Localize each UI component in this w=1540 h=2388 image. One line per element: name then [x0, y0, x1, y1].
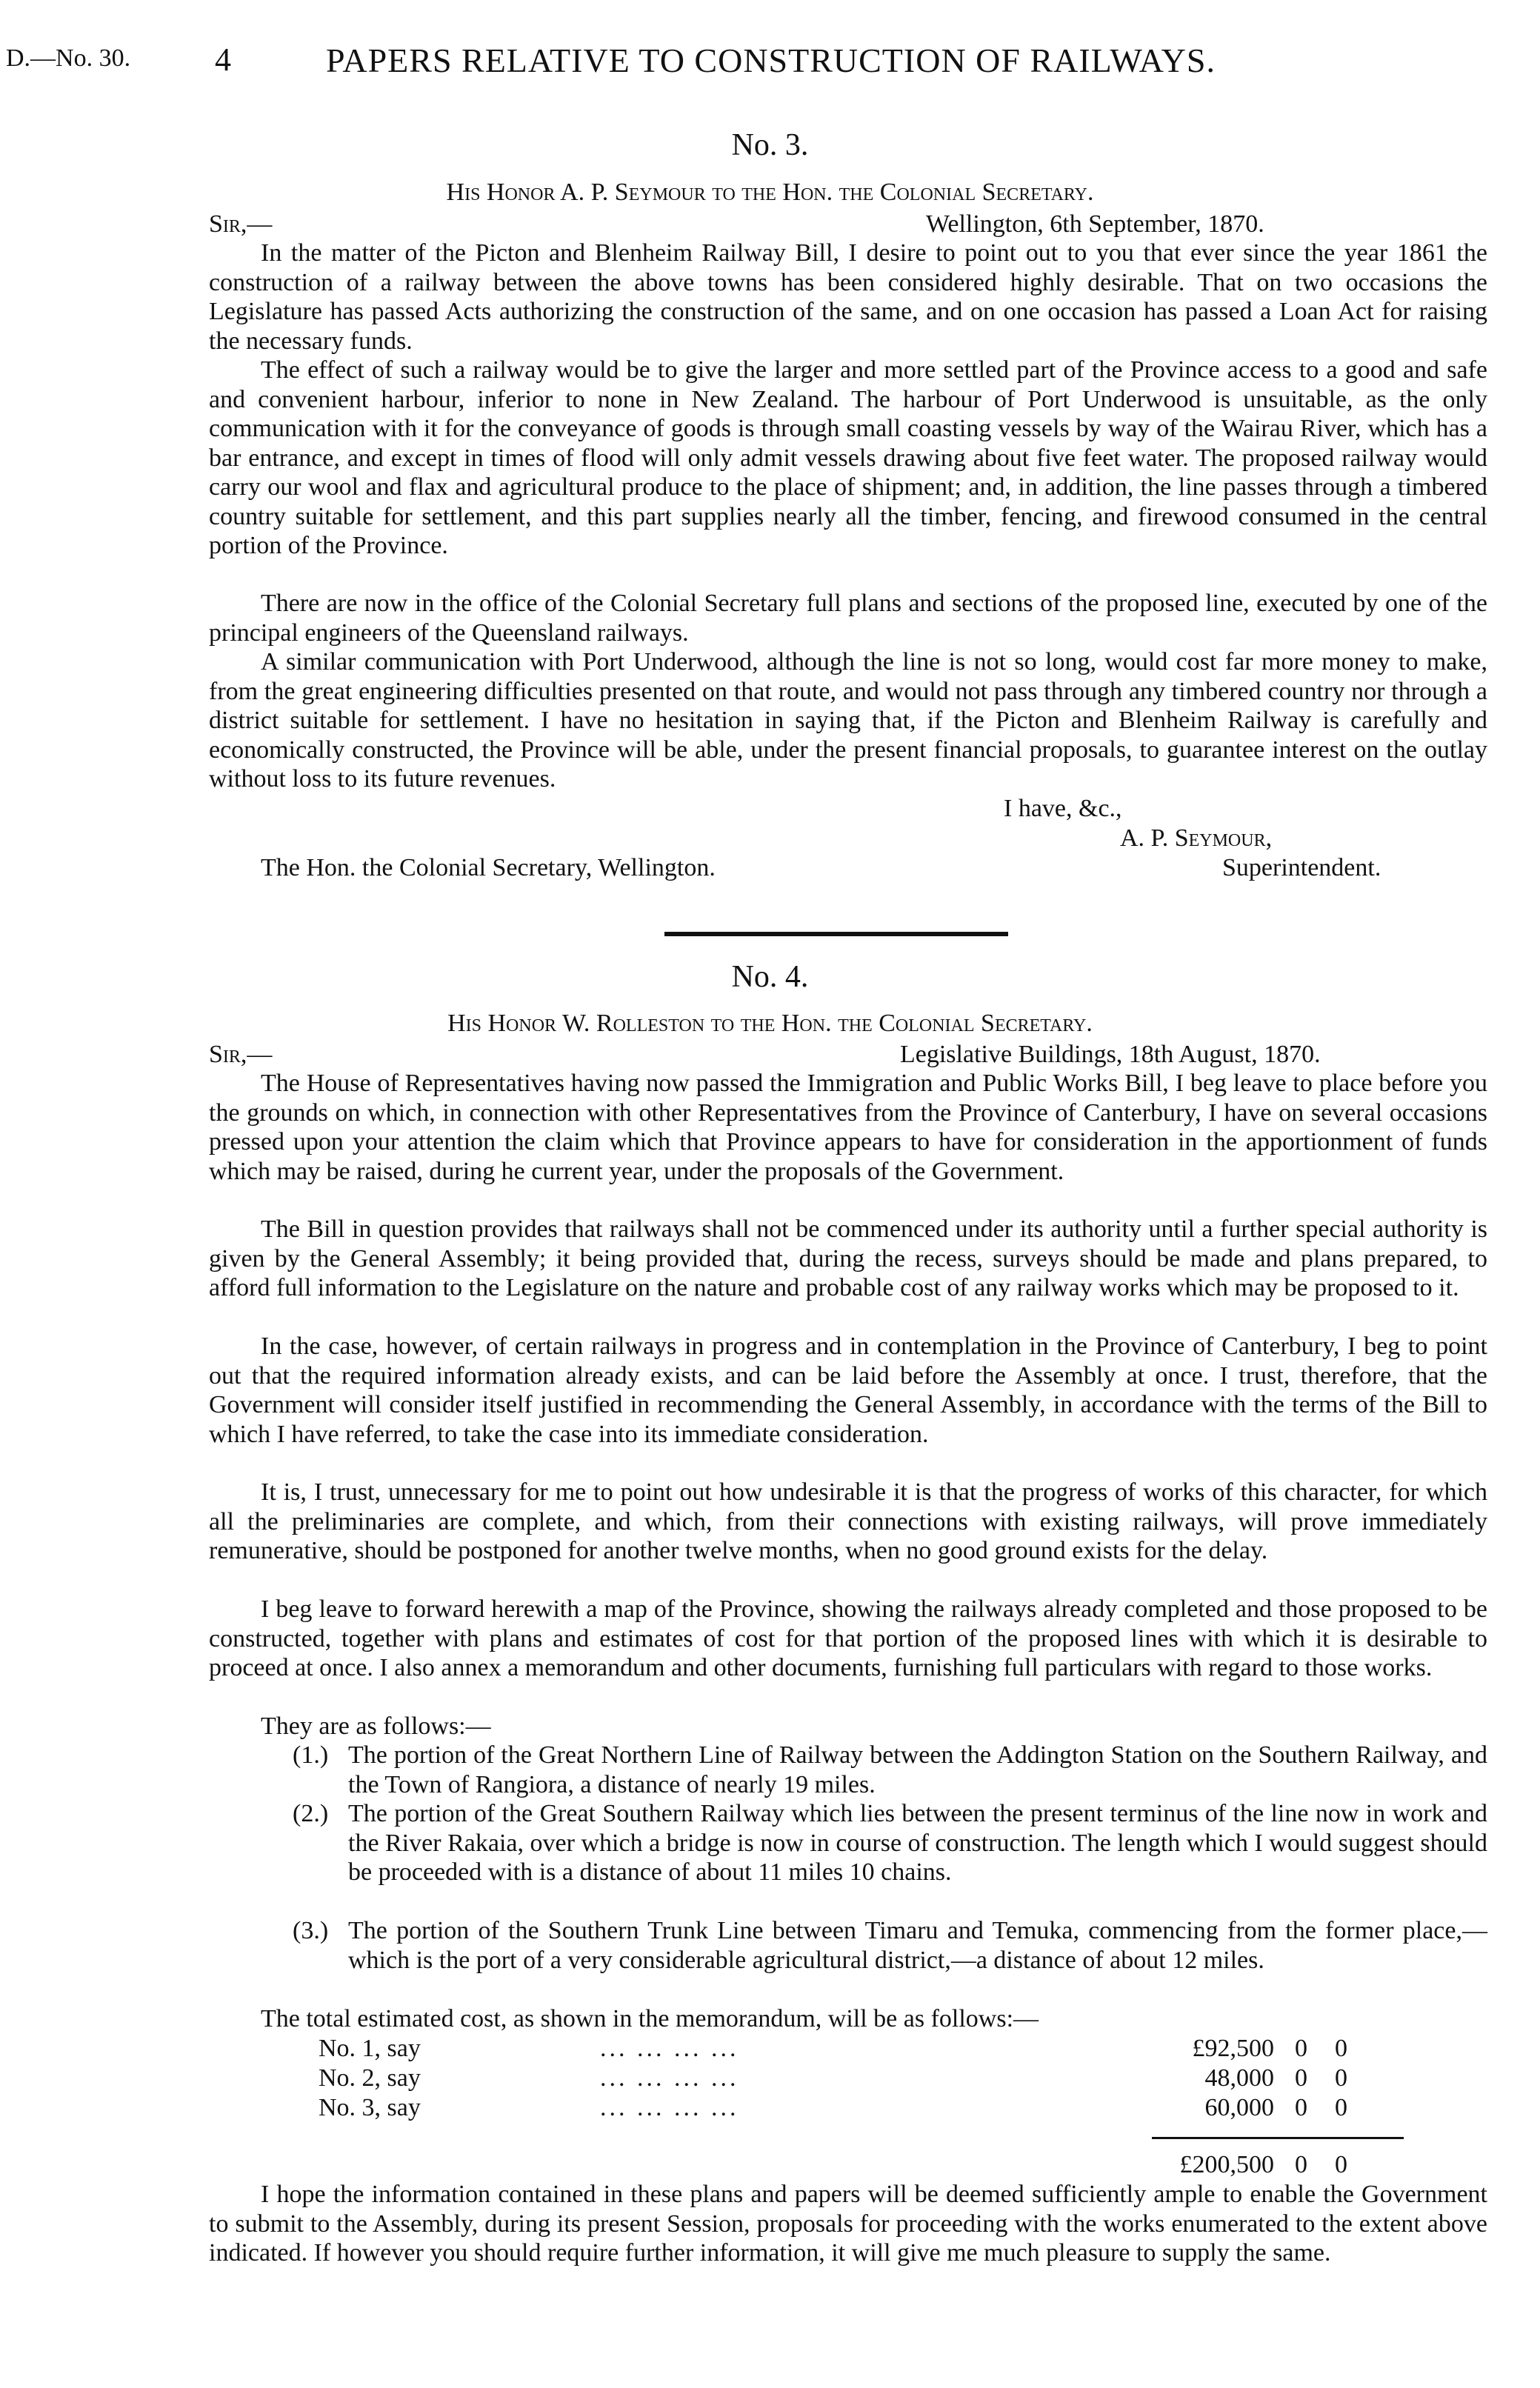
- cost-pence: 0: [1335, 2035, 1347, 2062]
- list-item-number: (1.): [293, 1741, 329, 1769]
- total-rule: [1152, 2137, 1404, 2139]
- leader-dots: ... ... ... ...: [600, 2035, 739, 2062]
- letter-3-paragraph: The effect of such a railway would be to give the larger and more settled part of the Province access to a good and safe and convenient harbour, inferior to none in New Zealand. The harbour of Port Underwood is unsuitable, as the only communication with it for the conveyance of goods is through small coasting vessels by way of the Wairau River, which has a bar entrance, and except in times of flood will only admit vessels drawing about five feet water. The proposed railway would carry our wool and flax and agricultural produce to the place of shipment; and, in addition, the line passes through a timbered country suitable for settlement, and this part supplies nearly all the timber, fencing, and firewood consumed in the central portion of the Province.: [209, 356, 1487, 559]
- cost-amount: 48,000: [1204, 2064, 1274, 2092]
- letter-3-heading: No. 3.: [731, 128, 809, 162]
- leader-dots: ... ... ... ...: [600, 2094, 739, 2121]
- list-item-text: The portion of the Great Northern Line of Railway between the Addington Station on the Southern Railway, and the Town of Rangiora, a distance of nearly 19 miles.: [348, 1741, 1487, 1798]
- section-divider: [664, 932, 1008, 936]
- cost-total-row: [319, 2150, 1378, 2180]
- list-item-number: (3.): [293, 1917, 329, 1944]
- letter-3-salutation: Sir,—: [209, 210, 273, 238]
- page-number: 4: [215, 41, 231, 78]
- letter-3-paragraph: A similar communication with Port Underwood, although the line is not so long, would cost far more money to make, from the great engineering difficulties presented on that route, and would not pass through any timbered country nor through a district suitable for settlement. I have no hesitation in saying that, if the Picton and Blenheim Railway is carefully and economically constructed, the Province will be able, under the present financial proposals, to guarantee interest on the outlay without loss to its future revenues.: [209, 648, 1487, 793]
- cost-row: [319, 2034, 1378, 2064]
- letter-4-salutation: Sir,—: [209, 1041, 273, 1068]
- list-item-number: (2.): [293, 1800, 329, 1827]
- cost-amount: £92,500: [1192, 2035, 1274, 2062]
- letter-4-heading: No. 4.: [731, 960, 809, 994]
- cost-shillings: 0: [1295, 2064, 1307, 2092]
- total-amount: £200,500: [1179, 2151, 1274, 2178]
- cost-row: [319, 2093, 1378, 2123]
- letter-3-addressee: The Hon. the Colonial Secretary, Wellington.: [261, 854, 716, 881]
- letter-3-signature: A. P. Seymour,: [1120, 824, 1273, 852]
- letter-3-signer-title: Superintendent.: [1222, 854, 1381, 881]
- letter-4-paragraph: They are as follows:—: [261, 1712, 491, 1740]
- letter-3-place-date: Wellington, 6th September, 1870.: [926, 210, 1264, 238]
- letter-4-paragraph: I beg leave to forward herewith a map of the Province, showing the railways already completed and those proposed to be constructed, together with plans and estimates of cost for that portion of the proposed lines with which it is desirable to proceed at once. I also annex a memorandum and other documents, furnishing full particulars with regard to those works.: [209, 1595, 1487, 1681]
- cost-shillings: 0: [1295, 2035, 1307, 2062]
- letter-4-final-paragraph: I hope the information contained in these plans and papers will be deemed sufficiently ample to enable the Government to submit to the Assembly, during its present Session, proposals for proceeding with the works enumerated to the extent above indicated. If however you should require further information, it will give me much pleasure to supply the same.: [209, 2181, 1487, 2267]
- cost-intro: The total estimated cost, as shown in the memorandum, will be as follows:—: [261, 2005, 1039, 2032]
- letter-3-paragraph: In the matter of the Picton and Blenheim Railway Bill, I desire to point out to you that ever since the year 1861 the construction of a railway between the above towns has been considered highly desirable. That on two occasions the Legislature has passed Acts authorizing the construction of the same, and on one occasion has passed a Loan Act for raising the necessary funds.: [209, 239, 1487, 355]
- cost-row: [319, 2064, 1378, 2093]
- letter-3-paragraph: There are now in the office of the Colonial Secretary full plans and sections of the proposed line, executed by one of the principal engineers of the Queensland railways.: [209, 590, 1487, 647]
- total-pence: 0: [1335, 2151, 1347, 2178]
- letter-4-paragraph: It is, I trust, unnecessary for me to point out how undesirable it is that the progress of works of this character, for which all the preliminaries are complete, and which, from their connections with existing railways, will prove immediately remunerative, should be postponed for another twelve months, when no good ground exists for the delay.: [209, 1478, 1487, 1564]
- list-item: [293, 1799, 1487, 1918]
- leader-dots: ... ... ... ...: [600, 2064, 739, 2092]
- cost-pence: 0: [1335, 2094, 1347, 2121]
- letter-4-place-date: Legislative Buildings, 18th August, 1870.: [900, 1041, 1321, 1068]
- cost-label: No. 1, say: [319, 2035, 421, 2062]
- list-item: [293, 1741, 1487, 1800]
- list-item-text: The portion of the Great Southern Railway which lies between the present terminus of the line now in work and the River Rakaia, over which a bridge is now in course of construction. The length which I would suggest should be proceeded with is a distance of about 11 miles 10 chains.: [348, 1800, 1487, 1886]
- cost-pence: 0: [1335, 2064, 1347, 2092]
- cost-shillings: 0: [1295, 2094, 1307, 2121]
- letter-3-closing: I have, &c.,: [1004, 795, 1122, 822]
- cost-label: No. 2, say: [319, 2064, 421, 2092]
- list-item-text: The portion of the Southern Trunk Line between Timaru and Temuka, commencing from the former place,—which is the port of a very considerable agricultural district,—a distance of about 12 miles.: [348, 1917, 1487, 1974]
- total-shillings: 0: [1295, 2151, 1307, 2178]
- letter-4-paragraph: In the case, however, of certain railways in progress and in contemplation in the Province of Canterbury, I beg to point out that the required information already exists, and can be laid before the Assembly at once. I trust, therefore, that the Government will consider itself justified in recommending the General Assembly, in accordance with the terms of the Bill to which I have referred, to take the case into its immediate consideration.: [209, 1333, 1487, 1448]
- letter-4-from-to: His Honor W. Rolleston to the Hon. the Colonial Secretary.: [447, 1010, 1093, 1037]
- letter-4-paragraph: The House of Representatives having now passed the Immigration and Public Works Bill, I beg leave to place before you the grounds on which, in connection with other Representatives from the Province of Canterbury, I have on several occasions pressed upon your attention the claim which that Province appears to have for consideration in the apportionment of funds which may be raised, during he current year, under the proposals of the Government.: [209, 1070, 1487, 1185]
- list-item: [293, 1916, 1487, 2005]
- cost-label: No. 3, say: [319, 2094, 421, 2121]
- letter-4-paragraph: The Bill in question provides that railways shall not be commenced under its authority until a further special authority is given by the General Assembly; it being provided that, during the recess, surveys should be made and plans prepared, to afford full information to the Legislature on the nature and probable cost of any railway works which may be proposed to it.: [209, 1215, 1487, 1301]
- document-reference: D.—No. 30.: [6, 44, 131, 72]
- letter-3-from-to: His Honor A. P. Seymour to the Hon. the Colonial Secretary.: [446, 179, 1094, 206]
- page-title: PAPERS RELATIVE TO CONSTRUCTION OF RAILWAYS.: [326, 41, 1216, 79]
- cost-amount: 60,000: [1204, 2094, 1274, 2121]
